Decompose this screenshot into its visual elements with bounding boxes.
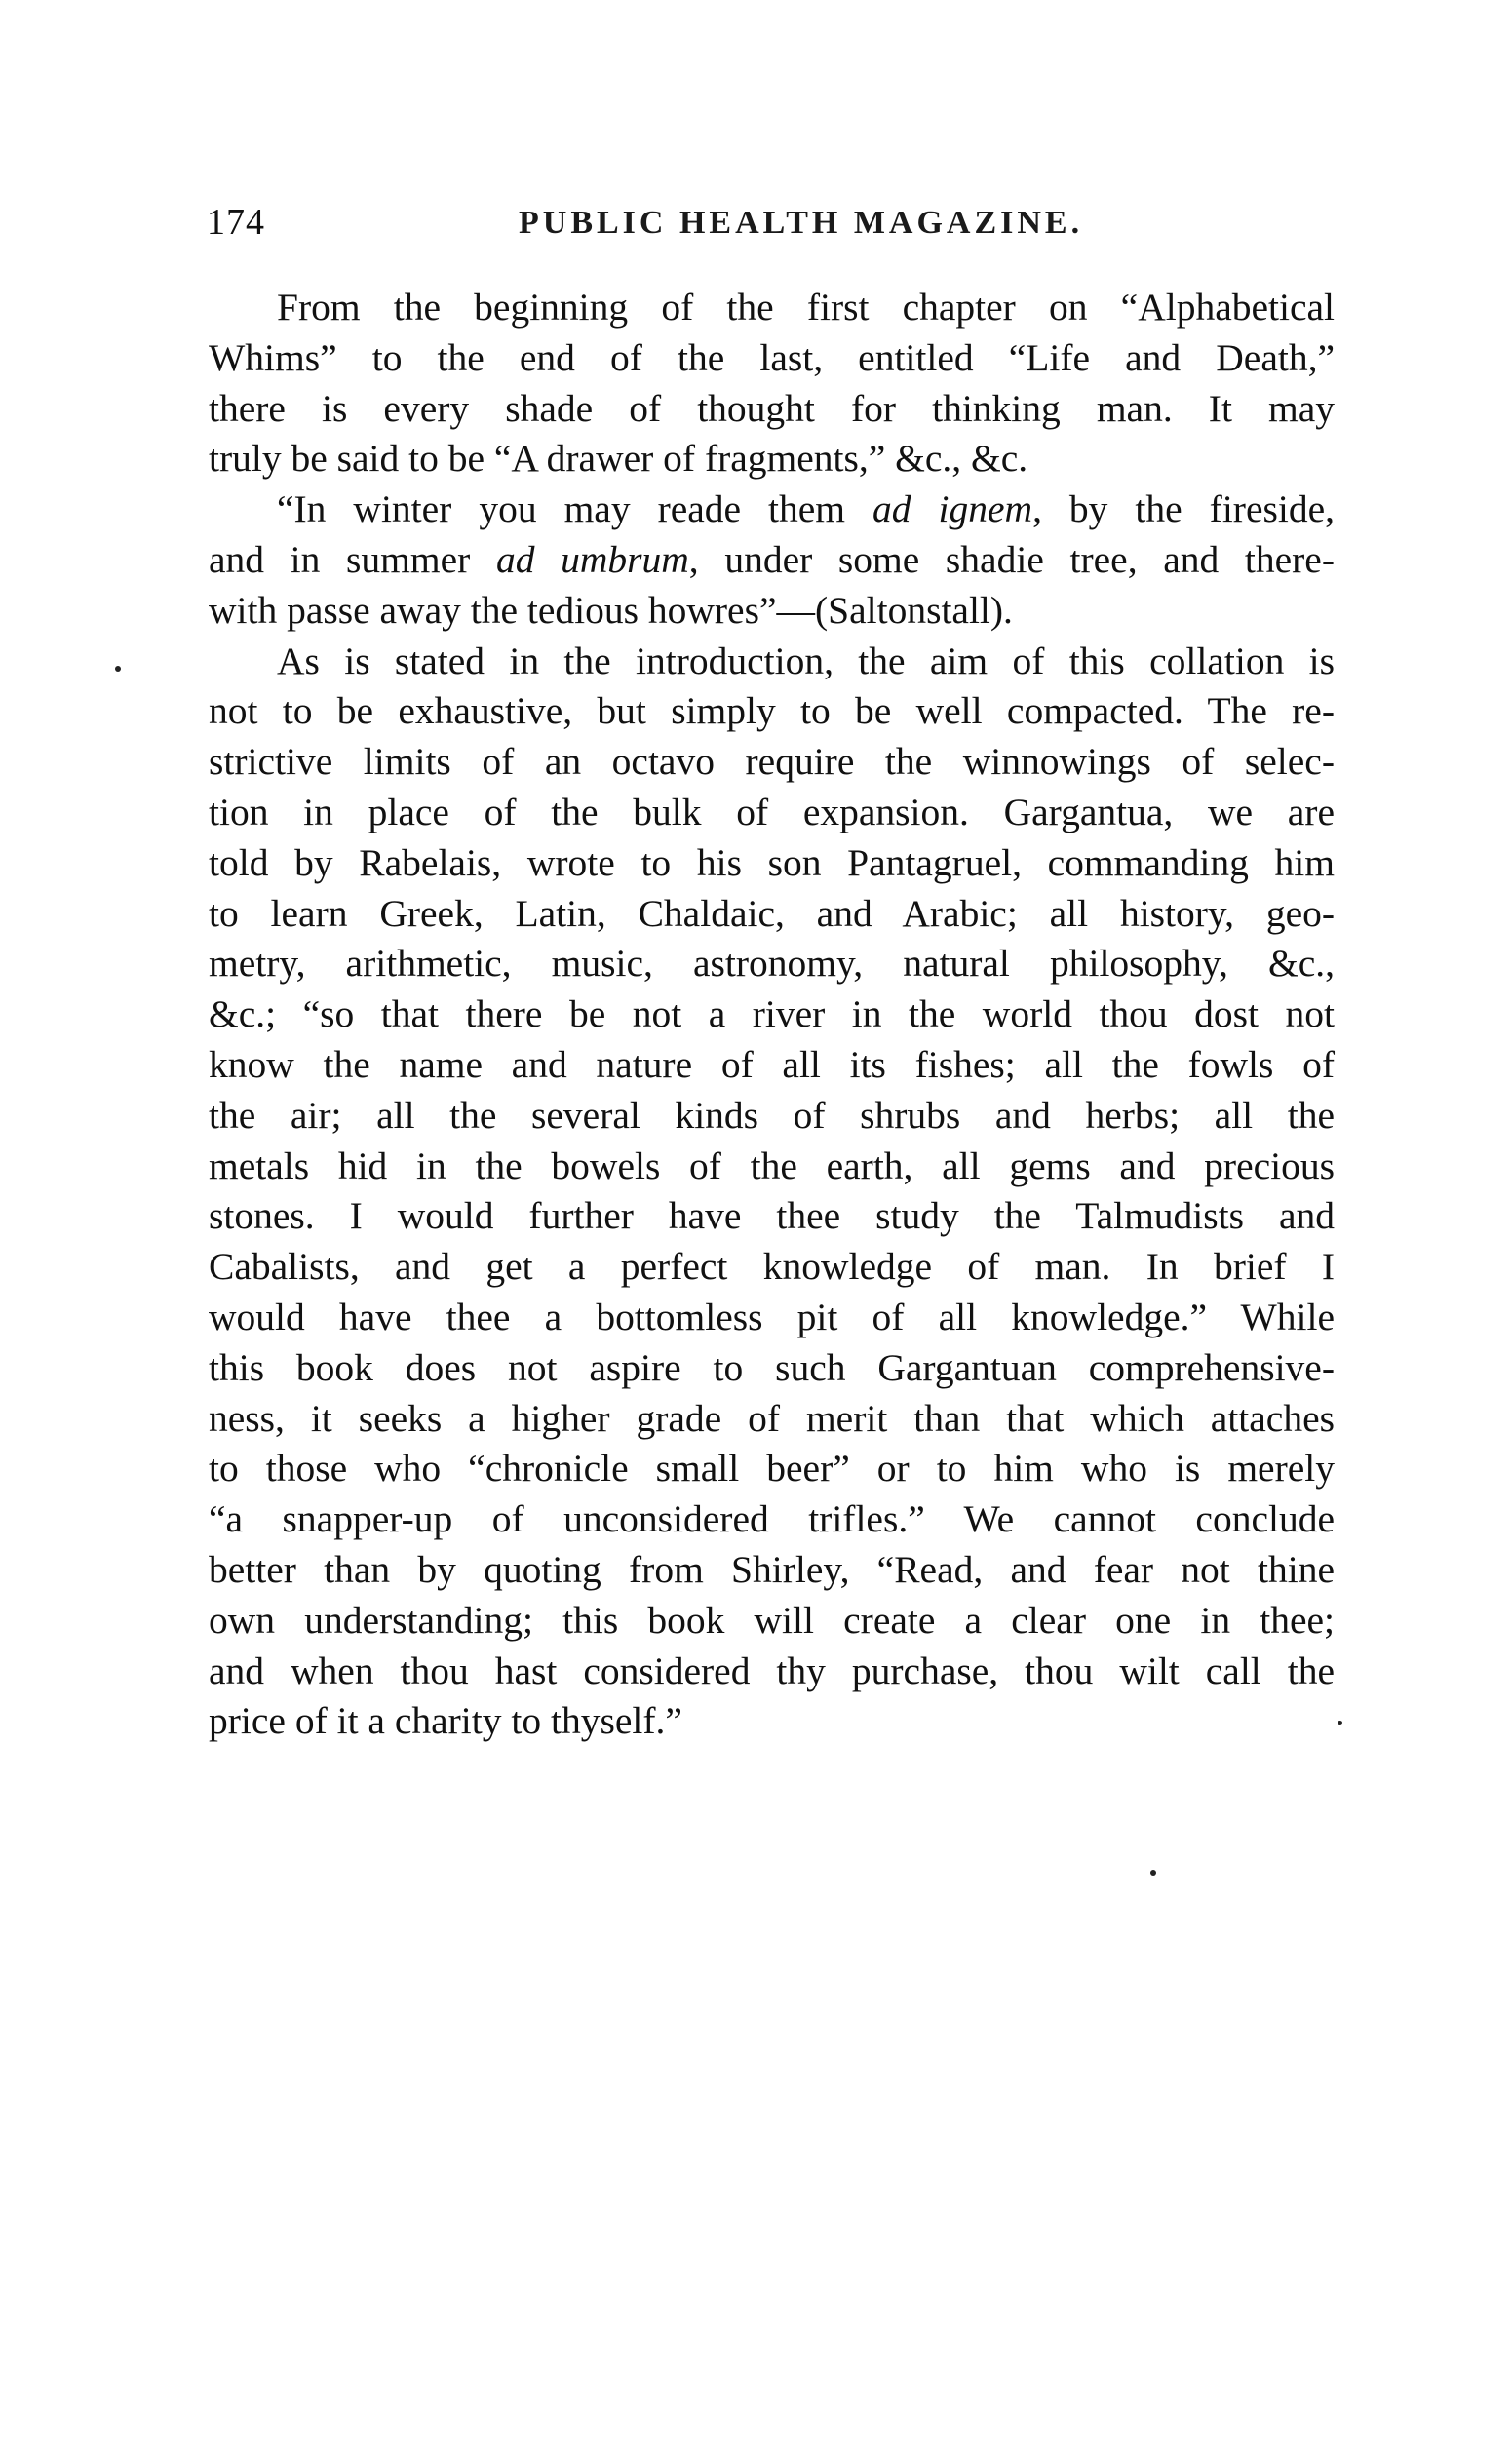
text-line: would have thee a bottomless pit of all knowledge.” While [209, 1295, 1335, 1338]
journal-title: PUBLIC HEALTH MAGAZINE. [519, 205, 1084, 241]
running-head [207, 201, 1376, 259]
text-line: there is every shade of thought for thinking man. It may [209, 386, 1335, 430]
text-line: &c.; “so that there be not a river in the world thou dost not [209, 992, 1335, 1036]
text-line [209, 485, 1335, 535]
text-line: As is stated in the introduction, the aim of this collation is [277, 639, 1335, 682]
text-line: know the name and nature of all its fishes; all the fowls of [209, 1042, 1335, 1086]
text-line: “a snapper-up of unconsidered trifles.” We cannot conclude [209, 1497, 1335, 1541]
text-line: better than by quoting from Shirley, “Read, and fear not thine [209, 1547, 1335, 1591]
scan-speck [1150, 1870, 1156, 1876]
text-line: and when thou hast considered thy purchase, thou wilt call the [209, 1648, 1335, 1692]
scan-speck [115, 666, 121, 672]
text-line: this book does not aspire to such Gargantuan comprehensive- [209, 1345, 1335, 1389]
text-line: told by Rabelais, wrote to his son Pantagruel, commanding him [209, 840, 1335, 884]
text-run: “In winter you may reade them [277, 487, 873, 531]
text-line: From the beginning of the first chapter on “Alphabetical [277, 286, 1335, 329]
page-number: 174 [207, 202, 265, 243]
text-line: strictive limits of an octavo require the winnowings of selec- [209, 740, 1335, 784]
text-line: metry, arithmetic, music, astronomy, natural philosophy, &c., [209, 942, 1335, 986]
text-line: price of it a charity to thyself.” [209, 1699, 682, 1743]
text-line: with passe away the tedious howres”—(Saltonstall). [209, 588, 1013, 632]
text-line: to learn Greek, Latin, Chaldaic, and Arabic; all history, geo- [209, 891, 1335, 935]
text-line: truly be said to be “A drawer of fragments,” &c., &c. [209, 437, 1028, 481]
text-line: Cabalists, and get a perfect knowledge of man. In brief I [209, 1245, 1335, 1289]
text-line: own understanding; this book will create a clear one in thee; [209, 1598, 1335, 1642]
text-line: not to be exhaustive, but simply to be well compacted. The re- [209, 689, 1335, 733]
text-line: metals hid in the bowels of the earth, all gems and precious [209, 1143, 1335, 1187]
text-run: , by the fireside, [1032, 487, 1335, 531]
scan-speck [1338, 1721, 1342, 1725]
text-line: ness, it seeks a higher grade of merit than that which attaches [209, 1396, 1335, 1440]
text-line: to those who “chronicle small beer” or to him who is merely [209, 1447, 1335, 1491]
text-run: , under some shadie tree, and there- [688, 537, 1335, 581]
text-line: the air; all the several kinds of shrubs and herbs; all the [209, 1093, 1335, 1137]
italic-phrase: ad ignem [872, 487, 1033, 531]
text-line: Whims” to the end of the last, entitled “Life and Death,” [209, 335, 1335, 379]
body-text [209, 283, 1335, 1747]
text-line: tion in place of the bulk of expansion. Gargantua, we are [209, 790, 1335, 833]
text-run: and in summer [209, 537, 496, 581]
text-line [209, 535, 1335, 586]
italic-phrase: ad umbrum [495, 537, 689, 581]
text-line: stones. I would further have thee study the Talmudists and [209, 1194, 1335, 1238]
